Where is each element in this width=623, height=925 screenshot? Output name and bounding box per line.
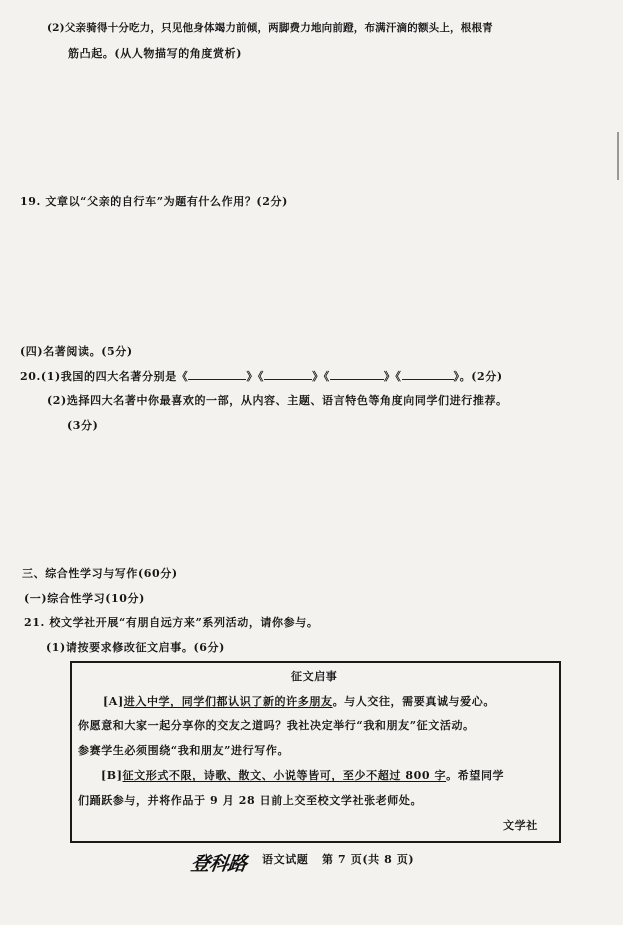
notice-paragraph-b-line1: [101, 770, 504, 781]
q20-sep1: 》《: [246, 370, 265, 383]
notice-sentence-b: 征文形式不限，诗歌、散文、小说等皆可，至少不超过 800 字: [122, 769, 447, 782]
notice-sentence-a: 进入中学，同学们都认识了新的许多朋友: [123, 695, 333, 708]
notice-line3: 参赛学生必须围绕“我和朋友”进行写作。: [78, 744, 290, 757]
question-21-part1: (1)请按要求修改征文启事。(6分): [46, 641, 225, 654]
answer-blank-4[interactable]: [402, 370, 454, 380]
scan-edge-mark: [617, 132, 619, 180]
question-20-part2-line2: (3分): [67, 419, 99, 432]
q18-2-line2: 筋凸起。(从人物描写的角度赏析): [68, 47, 243, 60]
notice-paragraph-a-line1: [103, 696, 495, 707]
q20-p1-prefix: 20.(1)我国的四大名著分别是《: [20, 370, 189, 383]
question-21: 21. 校文学社开展“有朋自远方来”系列活动，请你参与。: [24, 616, 319, 629]
answer-blank-3[interactable]: [330, 370, 384, 380]
q18-2-line1: (2)父亲骑得十分吃力，只见他身体竭力前倾，两脚费力地向前蹬，布满汗滴的额头上，根根青: [47, 22, 493, 34]
notice-title: 征文启事: [291, 670, 338, 683]
answer-blank-1[interactable]: [188, 370, 246, 380]
question-20-part1: [20, 370, 503, 382]
publisher-logo: 登科路: [189, 853, 248, 875]
section-3-heading: 三、综合性学习与写作(60分): [22, 567, 178, 580]
q20-sep3: 》《: [383, 370, 402, 383]
notice-a-rest: 。与人交往，需要真诚与爱心。: [332, 695, 495, 708]
question-19: 19. 文章以“父亲的自行车”为题有什么作用？(2分): [20, 195, 288, 208]
q20-p1-suffix: 》。(2分): [453, 370, 503, 383]
footer-page-number: 第 7 页(共 8 页): [322, 853, 415, 866]
answer-blank-2[interactable]: [264, 370, 312, 380]
notice-line2: 你愿意和大家一起分享你的交友之道吗？我社决定举行“我和朋友”征文活动。: [78, 719, 475, 732]
notice-signature: 文学社: [503, 819, 538, 832]
q20-sep2: 》《: [312, 370, 330, 383]
section-3-1-heading: (一)综合性学习(10分): [24, 592, 145, 605]
notice-line5: 们踊跃参与，并将作品于 9 月 28 日前上交至校文学社张老师处。: [78, 794, 423, 807]
notice-b-rest: 。希望同学: [446, 769, 505, 782]
notice-label-b: [B]: [101, 769, 123, 782]
question-20-part2-line1: (2)选择四大名著中你最喜欢的一部，从内容、主题、语言特色等角度向同学们进行推荐。: [47, 394, 508, 407]
notice-label-a: [A]: [103, 695, 124, 708]
footer-subject: 语文试题: [262, 853, 309, 866]
section-4-heading: (四)名著阅读。(5分): [20, 345, 133, 358]
